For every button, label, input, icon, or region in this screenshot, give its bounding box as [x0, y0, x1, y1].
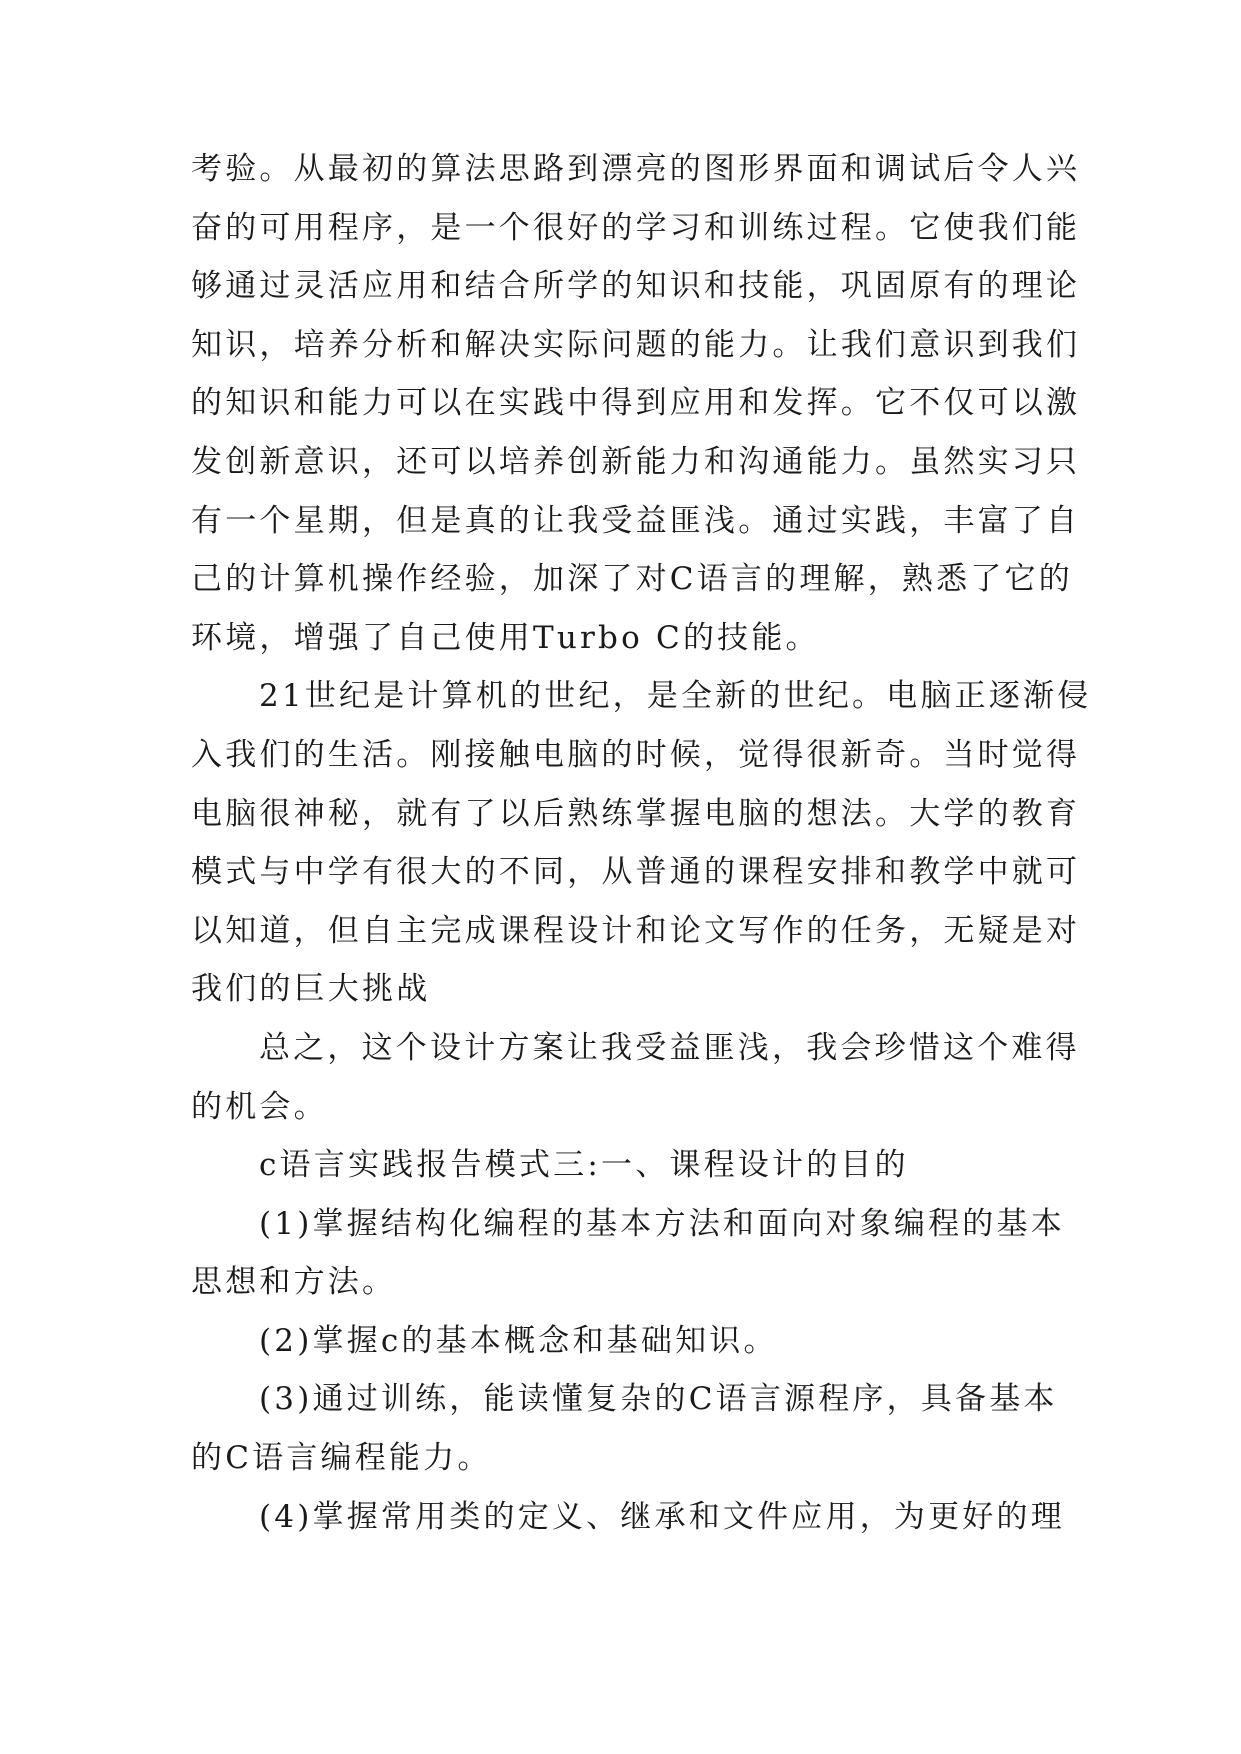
list-item [191, 1312, 1053, 1371]
paragraph [191, 140, 1081, 667]
text-line: 考验。从最初的算法思路到漂亮的图形界面和调试后令人兴 [191, 151, 1081, 187]
text-line: 的C语言编程能力。 [191, 1440, 492, 1477]
text-line: 入我们的生活。刚接触电脑的时候，觉得很新奇。当时觉得 [191, 736, 1081, 773]
text-line: c语言实践报告模式三:一、课程设计的目的 [259, 1147, 909, 1184]
text-line: 知识，培养分析和解决实际问题的能力。让我们意识到我们 [191, 326, 1081, 363]
text-line: 的知识和能力可以在实践中得到应用和发挥。它不仅可以激 [191, 385, 1081, 422]
list-item [191, 1488, 1065, 1547]
list-item [191, 1370, 1058, 1487]
text-line: (3)通过训练，能读懂复杂的C语言源程序，具备基本 [259, 1381, 1058, 1418]
text-line: 己的计算机操作经验，加深了对C语言的理解，熟悉了它的 [191, 561, 1073, 598]
text-line: 以知道，但自主完成课程设计和论文写作的任务，无疑是对 [191, 912, 1081, 949]
text-line: 思想和方法。 [191, 1264, 397, 1301]
text-line: 环境，增强了自己使用Turbo C的技能。 [191, 619, 820, 656]
paragraph [191, 1019, 1080, 1136]
text-line: 模式与中学有很大的不同，从普通的课程安排和教学中就可 [191, 854, 1081, 891]
text-line: 电脑很神秘，就有了以后熟练掌握电脑的想法。大学的教育 [191, 795, 1081, 832]
text-line: 我们的巨大挑战 [191, 971, 431, 1008]
text-line: (1)掌握结构化编程的基本方法和面向对象编程的基本 [259, 1205, 1065, 1242]
document-body [191, 140, 1092, 1546]
text-line: 发创新意识，还可以培养创新能力和沟通能力。虽然实习只 [191, 443, 1081, 480]
text-line: 奋的可用程序，是一个很好的学习和训练过程。它使我们能 [191, 209, 1081, 246]
section-heading [191, 1136, 1053, 1195]
text-line: 总之，这个设计方案让我受益匪浅，我会珍惜这个难得 [259, 1029, 1080, 1066]
paragraph [191, 667, 1092, 1019]
list-item [191, 1195, 1065, 1312]
text-line: (4)掌握常用类的定义、继承和文件应用，为更好的理 [259, 1498, 1065, 1535]
text-line: 的机会。 [191, 1088, 328, 1125]
text-line: 够通过灵活应用和结合所学的知识和技能，巩固原有的理论 [191, 268, 1081, 305]
text-line: 有一个星期，但是真的让我受益匪浅。通过实践，丰富了自 [191, 502, 1081, 539]
text-line: (2)掌握c的基本概念和基础知识。 [259, 1322, 778, 1359]
text-line: 21世纪是计算机的世纪，是全新的世纪。电脑正逐渐侵 [259, 678, 1092, 715]
